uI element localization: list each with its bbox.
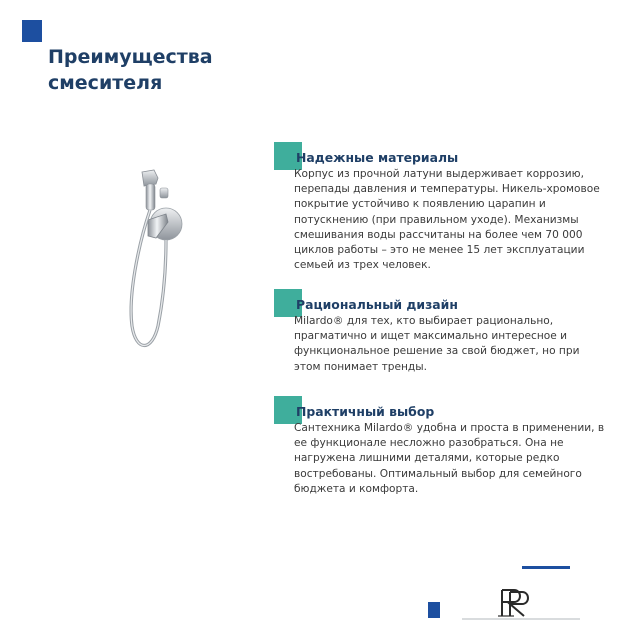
feature-practical-choice [276, 404, 606, 497]
page-title-line-1: Преимущества [48, 46, 213, 68]
feature-title: Практичный выбор [296, 404, 435, 419]
page-title [48, 44, 268, 96]
bottom-decoration [428, 602, 440, 618]
feature-durable-materials [276, 150, 606, 273]
decorative-line [522, 566, 570, 569]
feature-text: Сантехника Milardo® удобна и проста в применении, в ее функционале несложно разобраться. Она не нагружена лишними деталями, которые редко востребованы. Оптимальный выбор для семейного бюджета и комфорта. [294, 422, 605, 495]
product-image [122, 166, 192, 366]
feature-rational-design [276, 297, 606, 375]
feature-title: Рациональный дизайн [296, 297, 458, 312]
feature-text: Milardo® для тех, кто выбирает рационально, прагматично и ищет максимально интересное и функциональное решение за свой бюджет, но при этом понимает тренды. [294, 315, 580, 373]
feature-title: Надежные материалы [296, 150, 459, 165]
feature-text: Корпус из прочной латуни выдерживает коррозию, перепады давления и температуры. Никель-хромовое покрытие устойчиво к появлению царапин и потускнению (при правильном уходе). Механизмы смешивания воды рассчитаны на более чем 70 000 циклов работы – это не менее 15 лет эксплуатации семьей из трех человек. [294, 168, 600, 272]
page-title-line-2: смесителя [48, 72, 163, 94]
brand-logo [462, 586, 582, 622]
corner-decoration [22, 20, 42, 42]
